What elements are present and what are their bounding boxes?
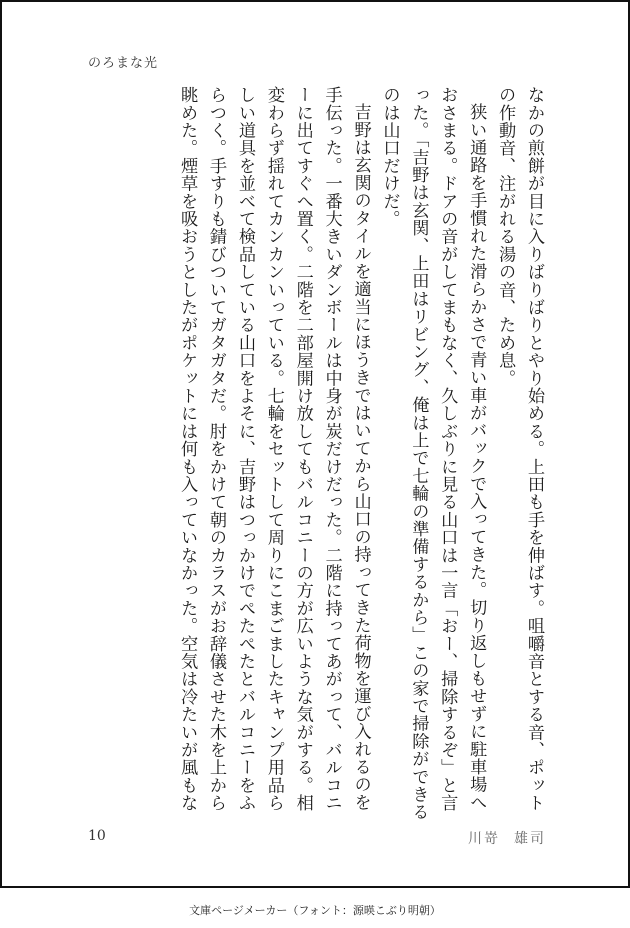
running-title: のろまな光 — [88, 56, 159, 71]
paragraph: 狭い通路を手慣れた滑らかさで青い車がバックで入ってきた。切り返しもせずに駐車場へおさまる。ドアの音がしてまもなく、久しぶりに見る山口は一言「おー、掃除するぞ」と言った。「吉野は玄関、上田はリビング、俺は上で七輪の準備するから」この家で掃除ができるのは山口だけだ。 — [379, 86, 487, 821]
paragraph-continued: なかの煎餅が目に入りばりばりとやり始める。上田も手を伸ばす。咀嚼音とする音、ポットの作動音、注がれる湯の音、ため息。 — [495, 86, 544, 812]
author-name — [468, 828, 546, 848]
generator-caption: 文庫ページメーカー（フォント：源暎こぶり明朝） — [189, 904, 441, 917]
author-family-name: 川嵜 — [468, 831, 500, 847]
vertical-text-body — [78, 86, 548, 826]
page-number: 10 — [88, 828, 106, 844]
author-given-name: 雄司 — [514, 831, 546, 847]
paragraph: 吉野は玄関のタイルを適当にほうきではいてから山口の持ってきた荷物を運び入れるのを手伝った。一番大きいダンボールは中身が炭だけだった。二階に持ってあがって、バルコニーに出てすぐへ置く。二階を二部屋開け放してもバルコニーの方が広いような気がする。相変わらず揺れてカンカンいっている。七輪をセットして周りにこまごましたキャンプ用品らしい道具を並べて検品している山口をよそに、吉野はつっかけでぺたぺたとバルコニーをふらつく。手すりも錆びついてガタガタだ。肘をかけて朝のカラスがお辞儀させた木を上から眺めた。煙草を吸おうとしたがポケットには何も入っていなかった。空気は冷たいが風もな — [177, 86, 371, 812]
